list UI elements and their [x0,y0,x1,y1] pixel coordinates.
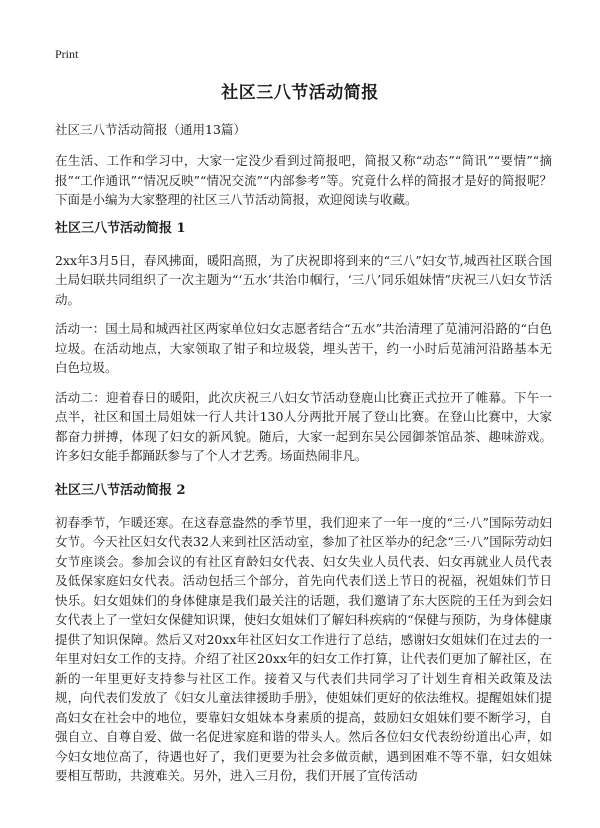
section-1-paragraph-3: 活动二：迎着春日的暖阳，此次庆祝三八妇女节活动登鹿山比赛正式拉开了帷幕。下午一点半，社区和国土局姐妹一行人共计130人分两批开展了登山比赛。在登山比赛中，大家都奋力拼搏，体现了妇女的新风貌。随后，大家一起到东吴公园御茶馆品茶、趣味游戏。许多妇女能手都踊跃参与了个人才艺秀。场面热闹非凡。 [55,389,552,463]
article-body [55,121,552,796]
article-subtitle: 社区三八节活动简报（通用13篇） [55,122,246,137]
section-2-heading: 社区三八节活动简报 2 [55,482,186,498]
intro-paragraph: 在生活、工作和学习中，大家一定没少看到过简报吧，简报又称“动态”“简讯”“要情”“摘报”“工作通讯”“情况反映”“情况交流”“内部参考”等。究竟什么样的简报才是好的简报呢？下面是小编为大家整理的社区三八节活动简报，欢迎阅读与收藏。 [55,153,552,207]
section-2-paragraph-1: 初春季节，乍暖还寒。在这春意盎然的季节里，我们迎来了一年一度的“三·八”国际劳动妇女节。今天社区妇女代表32人来到社区活动室，参加了社区举办的纪念“三·八”国际劳动妇女节座谈会。参加会议的有社区育龄妇女代表、妇女失业人员代表、妇女再就业人员代表及低保家庭妇女代表。活动包括三个部分，首先向代表们送上节日的祝福，祝姐妹们节日快乐。妇女姐妹们的身体健康是我们最关注的话题，我们邀请了东大医院的王任为到会妇女代表上了一堂妇女保健知识课，使妇女姐妹们了解妇科疾病的“保健与预防，为身体健康提供了知识保障。然后又对20xx年社区妇女工作进行了总结，感谢妇女姐妹们在过去的一年里对妇女工作的支持。介绍了社区20xx年的妇女工作打算，让代表们更加了解社区，在新的一年里更好支持参与社区工作。接着又与代表们共同学习了计划生育相关政策及法规，向代表们发放了《妇女儿童法律援助手册》，使姐妹们更好的依法维权。提醒姐妹们提高妇女在社会中的地位，要靠妇女姐妹本身素质的提高，鼓励妇女姐妹们要不断学习，自强自立、自尊自爱、做一名促进家庭和谐的带头人。然后各位妇女代表纷纷道出心声，如今妇女地位高了，待遇也好了，我们更要为社会多做贡献，遇到困难不等不靠，妇女姐妹要相互帮助，共渡难关。另外，进入三月份，我们开展了宣传活动 [55,514,552,783]
print-link[interactable]: Print [55,47,79,61]
page-title: 社区三八节活动简报 [221,83,379,103]
section-1-paragraph-1: 2xx年3月5日，春风拂面，暖阳高照，为了庆祝即将到来的“三八”妇女节,城西社区联合国土局妇联共同组织了一次主题为“‘五水’共治巾帼行，‘三八’同乐姐妹情”庆祝三八妇女节活动。 [55,252,552,307]
section-1-heading: 社区三八节活动简报 1 [55,220,186,236]
section-1-paragraph-2: 活动一：国土局和城西社区两家单位妇女志愿者结合“五水”共治清理了苋浦河沿路的“白色垃圾。在活动地点，大家领取了钳子和垃圾袋，埋头苦干，约一小时后苋浦河沿路基本无白色垃圾。 [55,321,552,375]
